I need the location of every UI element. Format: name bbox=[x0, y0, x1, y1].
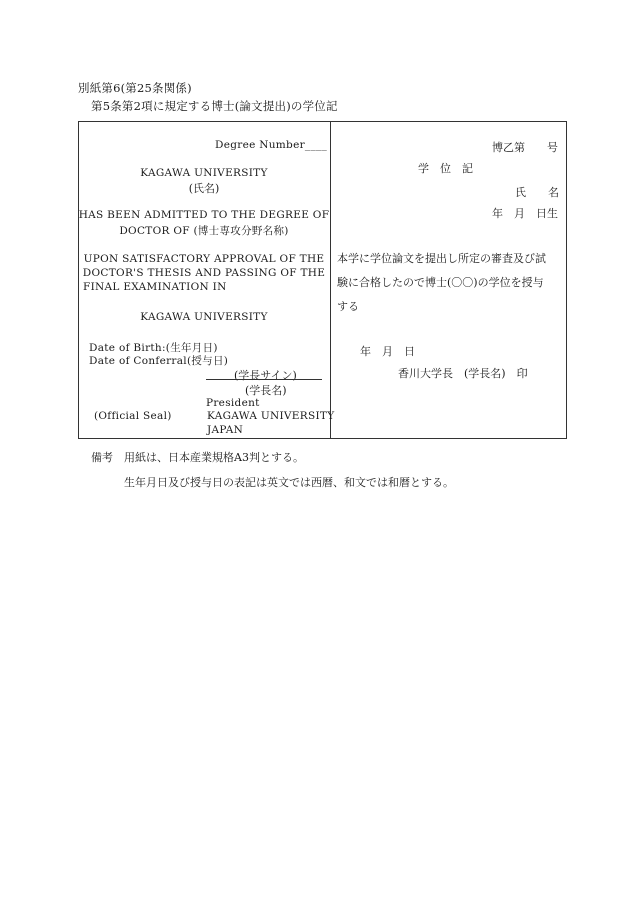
date-of-conferral: Date of Conferral(授与日) bbox=[89, 355, 229, 367]
admitted-line-1: HAS BEEN ADMITTED TO THE DEGREE OF bbox=[78, 209, 330, 221]
note-date-format: 生年月日及び授与日の表記は英文では西暦、和文では和暦とする。 bbox=[124, 476, 454, 489]
diploma-title: 学 位 記 bbox=[418, 162, 473, 175]
note-paper-size: 備考 用紙は、日本産業規格A3判とする。 bbox=[91, 451, 304, 464]
signature-line bbox=[206, 379, 322, 380]
approval-line-1: UPON SATISFACTORY APPROVAL OF THE bbox=[83, 253, 325, 265]
date-of-birth: Date of Birth:(生年月日) bbox=[89, 342, 218, 354]
body-line-1: 本学に学位論文を提出し所定の審査及び試 bbox=[337, 252, 546, 265]
name-placeholder: (氏名) bbox=[188, 182, 220, 195]
president-title: President bbox=[206, 397, 260, 409]
admitted-line-2: DOCTOR OF (博士専攻分野名称) bbox=[119, 225, 289, 237]
official-seal: (Official Seal) bbox=[94, 410, 172, 422]
approval-line-2: DOCTOR'S THESIS AND PASSING OF THE bbox=[82, 267, 326, 279]
country: JAPAN bbox=[207, 424, 244, 436]
recipient-name: 氏 名 bbox=[515, 186, 559, 199]
degree-number: Degree Number____ bbox=[215, 139, 328, 151]
president-name: (学長名) bbox=[245, 384, 287, 397]
certificate-number: 博乙第 号 bbox=[492, 141, 558, 154]
university-name-mid: KAGAWA UNIVERSITY bbox=[140, 311, 268, 323]
body-line-2: 験に合格したので博士(〇〇)の学位を授与 bbox=[337, 276, 544, 289]
signer-line: 香川大学長 (学長名) 印 bbox=[398, 367, 528, 380]
president-signature: (学長サイン) bbox=[234, 369, 297, 382]
approval-line-3: FINAL EXAMINATION IN bbox=[83, 281, 227, 293]
center-divider bbox=[330, 121, 331, 439]
annex-label: 別紙第6(第25条関係) bbox=[78, 81, 192, 95]
conferral-date: 年 月 日 bbox=[360, 345, 415, 358]
body-line-3: する bbox=[337, 300, 359, 313]
birth-date: 年 月 日生 bbox=[492, 207, 558, 220]
university-name-signature: KAGAWA UNIVERSITY bbox=[207, 410, 335, 422]
document-title: 第5条第2項に規定する博士(論文提出)の学位記 bbox=[91, 99, 338, 113]
university-name-top: KAGAWA UNIVERSITY bbox=[140, 167, 268, 179]
